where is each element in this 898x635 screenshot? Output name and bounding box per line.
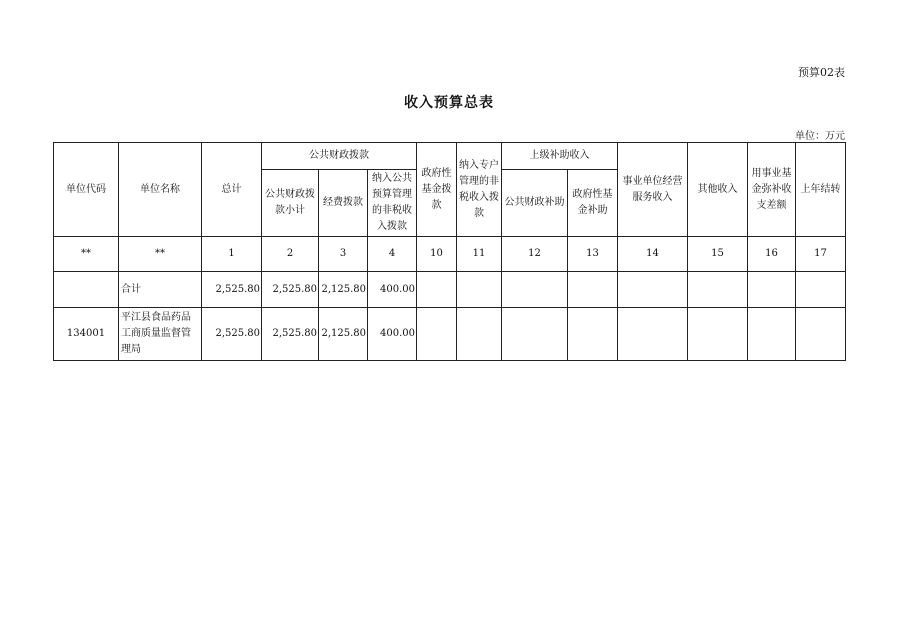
row-operating-cell: 2,125.80 xyxy=(319,308,368,361)
row-total-cell: 2,525.80 xyxy=(202,308,262,361)
index-row xyxy=(54,237,846,272)
header-business-income: 事业单位经营服务收入 xyxy=(618,143,688,237)
index-cell: 16 xyxy=(748,237,796,272)
index-cell: 1 xyxy=(202,237,262,272)
empty-cell xyxy=(796,308,846,361)
header-total: 总计 xyxy=(202,143,262,237)
index-cell: 3 xyxy=(319,237,368,272)
index-cell: 14 xyxy=(618,237,688,272)
header-operating-funds: 经费拨款 xyxy=(319,170,368,237)
empty-cell xyxy=(417,308,457,361)
total-name-cell: 合计 xyxy=(119,272,202,308)
empty-cell xyxy=(502,308,568,361)
total-operating-cell: 2,125.80 xyxy=(319,272,368,308)
header-public-finance-subtotal: 公共财政拨款小计 xyxy=(262,170,319,237)
header-unit-code: 单位代码 xyxy=(54,143,119,237)
unit-note: 单位：万元 xyxy=(795,131,845,142)
unit-code-cell: 134001 xyxy=(54,308,119,361)
empty-cell xyxy=(568,308,618,361)
row-subtotal-cell: 2,525.80 xyxy=(262,308,319,361)
empty-cell xyxy=(417,272,457,308)
index-cell: 10 xyxy=(417,237,457,272)
header-superior-subsidy: 上级补助收入 xyxy=(502,143,618,170)
header-nontax-in-budget: 纳入公共预算管理的非税收入拨款 xyxy=(368,170,417,237)
empty-cell xyxy=(688,308,748,361)
index-cell: 12 xyxy=(502,237,568,272)
empty-cell xyxy=(748,272,796,308)
empty-cell xyxy=(796,272,846,308)
index-cell: ** xyxy=(119,237,202,272)
header-other-income: 其他收入 xyxy=(688,143,748,237)
total-total-cell: 2,525.80 xyxy=(202,272,262,308)
index-cell: ** xyxy=(54,237,119,272)
form-code-label: 预算02表 xyxy=(798,66,845,79)
index-cell: 11 xyxy=(457,237,502,272)
index-cell: 15 xyxy=(688,237,748,272)
empty-cell xyxy=(502,272,568,308)
total-code-cell xyxy=(54,272,119,308)
header-gov-fund: 政府性基金拨款 xyxy=(417,143,457,237)
header-fund-gap: 用事业基金弥补收支差额 xyxy=(748,143,796,237)
empty-cell xyxy=(688,272,748,308)
row-nontax-cell: 400.00 xyxy=(368,308,417,361)
index-cell: 4 xyxy=(368,237,417,272)
header-unit-name: 单位名称 xyxy=(119,143,202,237)
header-carryover: 上年结转 xyxy=(796,143,846,237)
table-row xyxy=(54,308,846,361)
total-nontax-cell: 400.00 xyxy=(368,272,417,308)
index-cell: 2 xyxy=(262,237,319,272)
revenue-budget-table xyxy=(53,142,846,361)
empty-cell xyxy=(568,272,618,308)
empty-cell xyxy=(457,272,502,308)
header-superior-public-finance: 公共财政补助 xyxy=(502,170,568,237)
total-row xyxy=(54,272,846,308)
header-superior-gov-fund: 政府性基金补助 xyxy=(568,170,618,237)
header-row-1 xyxy=(54,143,846,170)
empty-cell xyxy=(618,308,688,361)
header-nontax-special: 纳入专户管理的非税收入拨款 xyxy=(457,143,502,237)
unit-name-cell: 平江县食品药品工商质量监督管理局 xyxy=(119,308,202,361)
document-title: 收入预算总表 xyxy=(404,95,494,111)
index-cell: 17 xyxy=(796,237,846,272)
empty-cell xyxy=(748,308,796,361)
header-public-finance: 公共财政拨款 xyxy=(262,143,417,170)
total-subtotal-cell: 2,525.80 xyxy=(262,272,319,308)
empty-cell xyxy=(457,308,502,361)
empty-cell xyxy=(618,272,688,308)
index-cell: 13 xyxy=(568,237,618,272)
